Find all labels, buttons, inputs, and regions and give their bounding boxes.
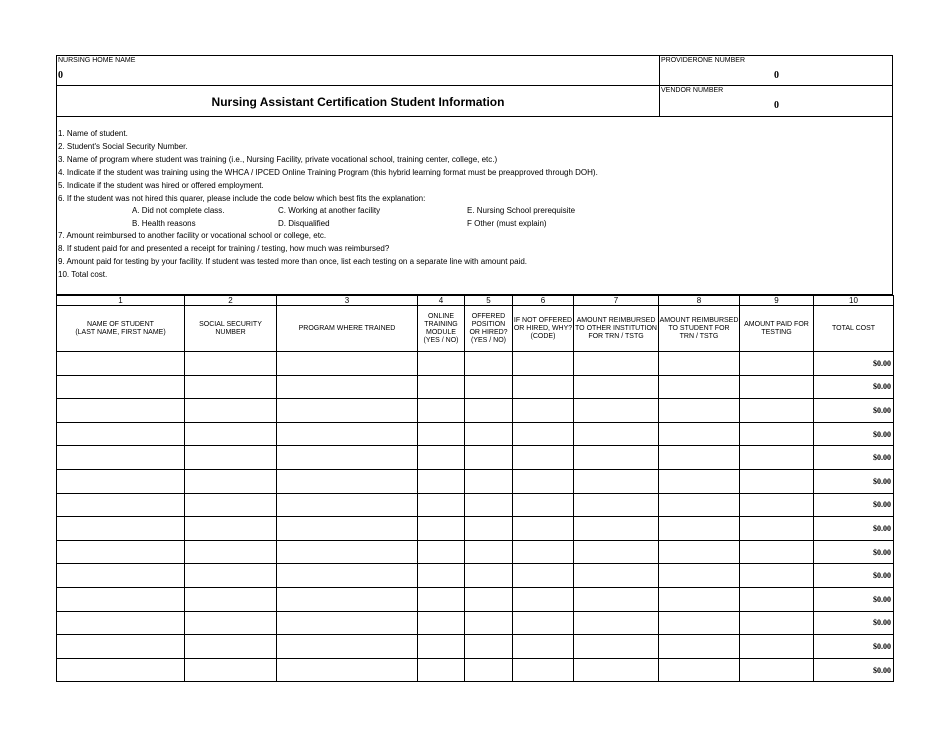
- column-header-line: NAME OF STUDENT: [87, 320, 154, 328]
- entry-cell[interactable]: [513, 658, 574, 682]
- entry-cell[interactable]: [277, 446, 418, 470]
- entry-cell[interactable]: [659, 422, 740, 446]
- entry-cell[interactable]: [418, 611, 465, 635]
- code-e: E. Nursing School prerequisite: [467, 206, 576, 215]
- column-header-line: OFFERED: [471, 312, 506, 320]
- entry-cell[interactable]: [465, 540, 513, 564]
- instruction-item: 1. Name of student.: [58, 129, 128, 138]
- entry-cell[interactable]: [185, 493, 277, 517]
- divider: [57, 85, 659, 86]
- entry-cell[interactable]: [277, 587, 418, 611]
- total-cost-cell: $0.00: [814, 493, 894, 517]
- entry-cell[interactable]: [418, 375, 465, 399]
- entry-cell[interactable]: [740, 375, 814, 399]
- entry-cell[interactable]: [277, 422, 418, 446]
- table-row: [57, 399, 894, 423]
- entry-cell[interactable]: [513, 352, 574, 376]
- entry-cell[interactable]: [513, 469, 574, 493]
- entry-cell[interactable]: [465, 635, 513, 659]
- entry-cell[interactable]: [740, 517, 814, 541]
- entry-cell[interactable]: [574, 352, 659, 376]
- column-header-line: TOTAL COST: [831, 324, 876, 332]
- entry-cell[interactable]: [57, 635, 185, 659]
- total-cost-cell: $0.00: [814, 635, 894, 659]
- column-header-line: TO OTHER INSTITUTION: [575, 324, 657, 332]
- entry-cell[interactable]: [185, 399, 277, 423]
- entry-cell[interactable]: [277, 658, 418, 682]
- column-header-line: (YES / NO): [470, 336, 506, 344]
- instruction-item: 2. Student's Social Security Number.: [58, 142, 188, 151]
- entry-cell[interactable]: [57, 658, 185, 682]
- column-header-line: TO STUDENT FOR: [668, 324, 730, 332]
- entry-cell[interactable]: [574, 564, 659, 588]
- entry-cell[interactable]: [465, 375, 513, 399]
- column-header: [277, 306, 418, 352]
- entry-cell[interactable]: [513, 375, 574, 399]
- code-d: D. Disqualified: [278, 219, 330, 228]
- column-header: [418, 306, 465, 352]
- table-row: [57, 352, 894, 376]
- entry-cell[interactable]: [418, 352, 465, 376]
- entry-cell[interactable]: [465, 564, 513, 588]
- column-number: 9: [740, 296, 814, 306]
- entry-cell[interactable]: [659, 540, 740, 564]
- entry-cell[interactable]: [740, 422, 814, 446]
- provider-number-label: PROVIDERONE NUMBER: [661, 57, 746, 64]
- entry-cell[interactable]: [740, 469, 814, 493]
- entry-cell[interactable]: [740, 540, 814, 564]
- entry-cell[interactable]: [513, 564, 574, 588]
- instruction-item: 9. Amount paid for testing by your facility. If student was tested more than once, list each testing on a separate line with amount paid.: [58, 257, 528, 266]
- column-header-line: AMOUNT PAID FOR: [744, 320, 809, 328]
- form-title: Nursing Assistant Certification Student Information: [211, 95, 505, 109]
- entry-cell[interactable]: [513, 540, 574, 564]
- entry-cell[interactable]: [513, 635, 574, 659]
- nursing-home-field[interactable]: 0: [58, 70, 63, 81]
- total-cost-cell: $0.00: [814, 540, 894, 564]
- table-row: [57, 422, 894, 446]
- entry-cell[interactable]: [465, 611, 513, 635]
- entry-cell[interactable]: [513, 493, 574, 517]
- student-table: [56, 295, 894, 682]
- instruction-item: 7. Amount reimbursed to another facility or vocational school or college, etc.: [58, 231, 327, 240]
- entry-cell[interactable]: [418, 446, 465, 470]
- entry-cell[interactable]: [574, 587, 659, 611]
- table-row: [57, 493, 894, 517]
- column-header: [659, 306, 740, 352]
- entry-cell[interactable]: [659, 493, 740, 517]
- column-header-line: FOR TRN / TSTG: [588, 332, 644, 340]
- instruction-item: 8. If student paid for and presented a receipt for training / testing, how much was reimbursed?: [58, 244, 390, 253]
- instruction-item: 6. If the student was not hired this quarer, please include the code below which best fits the explanation:: [58, 194, 426, 203]
- entry-cell[interactable]: [659, 517, 740, 541]
- entry-cell[interactable]: [740, 635, 814, 659]
- total-cost-cell: $0.00: [814, 399, 894, 423]
- column-header-line: AMOUNT REIMBURSED: [659, 316, 739, 324]
- entry-cell[interactable]: [185, 446, 277, 470]
- entry-cell[interactable]: [465, 469, 513, 493]
- entry-cell[interactable]: [418, 658, 465, 682]
- column-number: 7: [574, 296, 659, 306]
- column-number: 6: [513, 296, 574, 306]
- column-header: [814, 306, 894, 352]
- entry-cell[interactable]: [574, 611, 659, 635]
- instruction-item: 4. Indicate if the student was training using the WHCA / IPCED Online Training Program (this hybrid learning format must be preapproved through DOH).: [58, 168, 598, 177]
- column-header: [740, 306, 814, 352]
- total-cost-cell: $0.00: [814, 422, 894, 446]
- total-cost-cell: $0.00: [814, 564, 894, 588]
- code-c: C. Working at another facility: [278, 206, 381, 215]
- table-row: [57, 611, 894, 635]
- entry-cell[interactable]: [418, 587, 465, 611]
- column-header-line: OR HIRED, WHY?: [513, 324, 573, 332]
- entry-cell[interactable]: [277, 540, 418, 564]
- table-row: [57, 587, 894, 611]
- entry-cell[interactable]: [659, 375, 740, 399]
- entry-cell[interactable]: [185, 540, 277, 564]
- code-b: B. Health reasons: [132, 219, 196, 228]
- entry-cell[interactable]: [418, 635, 465, 659]
- entry-cell[interactable]: [57, 517, 185, 541]
- entry-cell[interactable]: [574, 635, 659, 659]
- entry-cell[interactable]: [185, 469, 277, 493]
- column-header-line: IF NOT OFFERED: [513, 316, 573, 324]
- total-cost-cell: $0.00: [814, 517, 894, 541]
- column-number: 2: [185, 296, 277, 306]
- column-header-line: TESTING: [761, 328, 792, 336]
- instruction-item: 5. Indicate if the student was hired or offered employment.: [58, 181, 264, 190]
- entry-cell[interactable]: [659, 446, 740, 470]
- entry-cell[interactable]: [465, 446, 513, 470]
- entry-cell[interactable]: [185, 587, 277, 611]
- entry-cell[interactable]: [418, 422, 465, 446]
- instruction-item: 10. Total cost.: [58, 270, 108, 279]
- entry-cell[interactable]: [185, 517, 277, 541]
- column-header-line: NUMBER: [215, 328, 246, 336]
- entry-cell[interactable]: [418, 469, 465, 493]
- entry-cell[interactable]: [574, 469, 659, 493]
- entry-cell[interactable]: [659, 399, 740, 423]
- column-header: [513, 306, 574, 352]
- table-row: [57, 446, 894, 470]
- entry-cell[interactable]: [57, 375, 185, 399]
- entry-cell[interactable]: [465, 587, 513, 611]
- entry-cell[interactable]: [277, 469, 418, 493]
- entry-cell[interactable]: [418, 399, 465, 423]
- entry-cell[interactable]: [185, 635, 277, 659]
- column-header: [57, 306, 185, 352]
- entry-cell[interactable]: [57, 587, 185, 611]
- column-header-line: (CODE): [530, 332, 556, 340]
- entry-cell[interactable]: [418, 517, 465, 541]
- column-header-line: POSITION: [471, 320, 506, 328]
- column-number: 1: [57, 296, 185, 306]
- vendor-number-field[interactable]: 0: [774, 100, 779, 111]
- entry-cell[interactable]: [277, 375, 418, 399]
- column-header-line: (YES / NO): [423, 336, 459, 344]
- entry-cell[interactable]: [659, 352, 740, 376]
- entry-cell[interactable]: [659, 658, 740, 682]
- form-sheet: [56, 55, 893, 682]
- divider: [660, 85, 892, 86]
- column-header-line: (LAST NAME, FIRST NAME): [75, 328, 166, 336]
- entry-cell[interactable]: [57, 540, 185, 564]
- entry-cell[interactable]: [740, 587, 814, 611]
- entry-cell[interactable]: [57, 446, 185, 470]
- table-row: [57, 635, 894, 659]
- entry-cell[interactable]: [57, 422, 185, 446]
- entry-cell[interactable]: [740, 446, 814, 470]
- entry-cell[interactable]: [740, 611, 814, 635]
- entry-cell[interactable]: [740, 564, 814, 588]
- column-header: [574, 306, 659, 352]
- column-number-row: [57, 296, 894, 306]
- entry-cell[interactable]: [277, 611, 418, 635]
- instructions-section: [56, 117, 893, 295]
- entry-cell[interactable]: [277, 493, 418, 517]
- entry-cell[interactable]: [740, 493, 814, 517]
- total-cost-cell: $0.00: [814, 469, 894, 493]
- column-number: 10: [814, 296, 894, 306]
- entry-cell[interactable]: [185, 611, 277, 635]
- entry-cell[interactable]: [465, 399, 513, 423]
- entry-cell[interactable]: [659, 587, 740, 611]
- column-number: 8: [659, 296, 740, 306]
- entry-cell[interactable]: [185, 352, 277, 376]
- entry-cell[interactable]: [185, 658, 277, 682]
- entry-cell[interactable]: [740, 399, 814, 423]
- entry-cell[interactable]: [740, 352, 814, 376]
- entry-cell[interactable]: [574, 658, 659, 682]
- entry-cell[interactable]: [465, 493, 513, 517]
- entry-cell[interactable]: [57, 399, 185, 423]
- table-row: [57, 375, 894, 399]
- entry-cell[interactable]: [57, 564, 185, 588]
- entry-cell[interactable]: [57, 493, 185, 517]
- column-header: [185, 306, 277, 352]
- entry-cell[interactable]: [57, 352, 185, 376]
- entry-cell[interactable]: [277, 399, 418, 423]
- column-header-line: OR HIRED?: [469, 328, 508, 336]
- table-row: [57, 469, 894, 493]
- entry-cell[interactable]: [659, 469, 740, 493]
- entry-cell[interactable]: [277, 517, 418, 541]
- nursing-home-section: [57, 56, 659, 116]
- entry-cell[interactable]: [574, 493, 659, 517]
- entry-cell[interactable]: [185, 422, 277, 446]
- column-header-line: PROGRAM WHERE TRAINED: [298, 324, 396, 332]
- total-cost-cell: $0.00: [814, 446, 894, 470]
- column-header-row: [57, 306, 894, 352]
- entry-cell[interactable]: [465, 352, 513, 376]
- provider-number-field[interactable]: 0: [774, 70, 779, 81]
- column-header-line: ONLINE: [427, 312, 455, 320]
- entry-cell[interactable]: [513, 422, 574, 446]
- total-cost-cell: $0.00: [814, 587, 894, 611]
- entry-cell[interactable]: [659, 564, 740, 588]
- total-cost-cell: $0.00: [814, 658, 894, 682]
- table-row: [57, 540, 894, 564]
- nursing-home-label: NURSING HOME NAME: [58, 57, 136, 64]
- entry-cell[interactable]: [465, 658, 513, 682]
- code-f: F Other (must explain): [467, 219, 547, 228]
- column-number: 5: [465, 296, 513, 306]
- provider-section: [659, 56, 892, 116]
- entry-cell[interactable]: [277, 352, 418, 376]
- column-number: 4: [418, 296, 465, 306]
- entry-cell[interactable]: [574, 446, 659, 470]
- entry-cell[interactable]: [418, 493, 465, 517]
- entry-cell[interactable]: [465, 422, 513, 446]
- total-cost-cell: $0.00: [814, 375, 894, 399]
- entry-cell[interactable]: [513, 611, 574, 635]
- entry-cell[interactable]: [513, 587, 574, 611]
- total-cost-cell: $0.00: [814, 352, 894, 376]
- entry-cell[interactable]: [513, 399, 574, 423]
- column-header-line: TRAINING: [424, 320, 458, 328]
- entry-cell[interactable]: [574, 399, 659, 423]
- column-header-line: MODULE: [426, 328, 456, 336]
- table-row: [57, 517, 894, 541]
- entry-cell[interactable]: [277, 635, 418, 659]
- entry-cell[interactable]: [659, 635, 740, 659]
- column-header-line: AMOUNT REIMBURSED: [576, 316, 656, 324]
- vendor-number-label: VENDOR NUMBER: [661, 87, 724, 94]
- entry-cell[interactable]: [185, 564, 277, 588]
- entry-cell[interactable]: [513, 517, 574, 541]
- table-row: [57, 658, 894, 682]
- entry-cell[interactable]: [57, 611, 185, 635]
- column-number: 3: [277, 296, 418, 306]
- entry-cell[interactable]: [574, 540, 659, 564]
- code-a: A. Did not complete class.: [132, 206, 225, 215]
- entry-cell[interactable]: [418, 540, 465, 564]
- total-cost-cell: $0.00: [814, 611, 894, 635]
- entry-cell[interactable]: [574, 517, 659, 541]
- column-header: [465, 306, 513, 352]
- entry-cell[interactable]: [659, 611, 740, 635]
- table-row: [57, 564, 894, 588]
- entry-cell[interactable]: [574, 375, 659, 399]
- instruction-item: 3. Name of program where student was training (i.e., Nursing Facility, private vocational school, training center, college, etc.): [58, 155, 498, 164]
- entry-cell[interactable]: [740, 658, 814, 682]
- column-header-line: SOCIAL SECURITY: [199, 320, 262, 328]
- column-header-line: TRN / TSTG: [679, 332, 719, 340]
- entry-cell[interactable]: [513, 446, 574, 470]
- entry-cell[interactable]: [574, 422, 659, 446]
- entry-cell[interactable]: [277, 564, 418, 588]
- form-header: [56, 55, 893, 117]
- entry-cell[interactable]: [418, 564, 465, 588]
- entry-cell[interactable]: [465, 517, 513, 541]
- entry-cell[interactable]: [57, 469, 185, 493]
- entry-cell[interactable]: [185, 375, 277, 399]
